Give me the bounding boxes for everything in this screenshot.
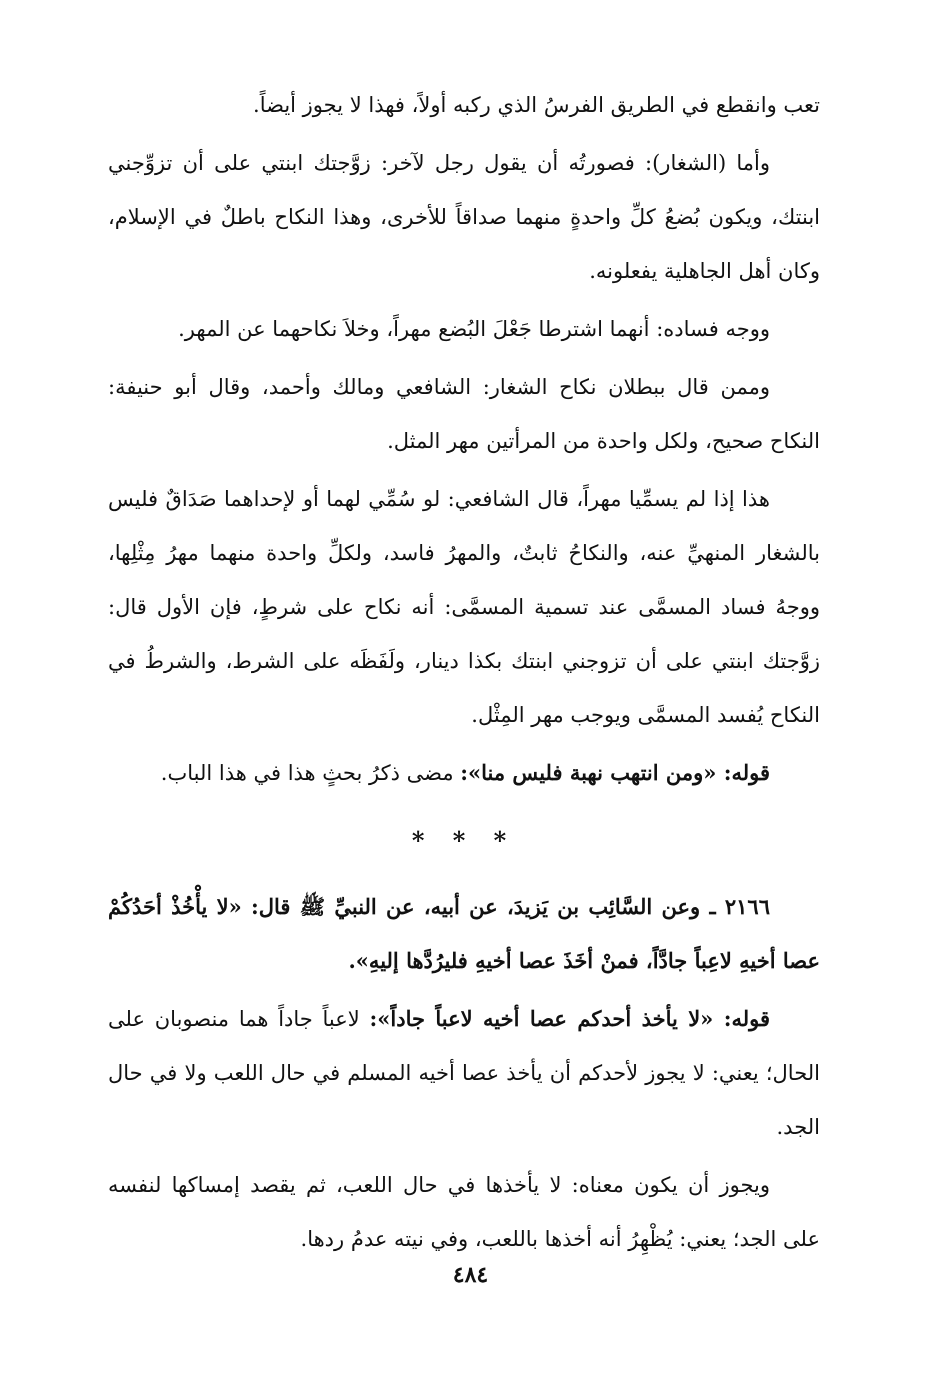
paragraph-shighar-definition: وأما (الشغار): فصورتُه أن يقول رجل لآخر: زوَّجتك ابنتي على أن تزوِّجني ابنتك، ويكون بُضعُ كلِّ واحدةٍ منهما صداقاً للأخرى، وهذا النكاح باطلٌ في الإسلام، وكان أهل الجاهلية يفعلونه. — [108, 151, 820, 283]
paragraph-scholars-opinion: وممن قال ببطلان نكاح الشغار: الشافعي ومالك وأحمد، وقال أبو حنيفة: النكاح صحيح، ولكل واحدة من المرأتين مهر المثل. — [108, 375, 820, 453]
paragraph-shighar-invalidity: ووجه فساده: أنهما اشترطا جَعْلَ البُضع مهراً، وخلاَ نكاحهما عن المهر. — [178, 317, 770, 341]
commentary-paragraph-alternate: ويجوز أن يكون معناه: لا يأخذها في حال اللعب، ثم يقصد إمساكها لنفسه على الجد؛ يعني: يُظْهِرُ أنه أخذها باللعب، وفي نيته عدمُ ردها. — [108, 1173, 820, 1251]
section-separator: * * * — [411, 826, 517, 855]
commentary-body: لاعباً جاداً هما منصوبان على الحال؛ يعني: لا يجوز لأحدكم أن يأخذ عصا أخيه المسلم في حال اللعب ولا في حال الجد. — [108, 1007, 820, 1139]
page-number: ٤٨٤ — [452, 1262, 489, 1288]
paragraph-continuation: تعب وانقطع في الطريق الفرسُ الذي ركبه أولاً، فهذا لا يجوز أيضاً. — [253, 93, 820, 117]
paragraph-shafii-view: هذا إذا لم يسمِّيا مهراً، قال الشافعي: لو سُمِّي لهما أو لإحداهما صَدَاقٌ فليس بالشغار المنهيِّ عنه، والنكاحُ ثابتٌ، والمهرُ فاسد، ولكلِّ واحدة منهما مهرُ مِثْلِها، ووجهُ فساد المسمَّى عند تسمية المسمَّى: أنه نكاح على شرطٍ، فإن الأول قال: زوَّجتك ابنتي على أن تزوجني ابنتك بكذا دينار، ولَفَظَه على الشرط، والشرطُ في النكاح يُفسد المسمَّى ويوجب مهر المِثْل. — [108, 487, 820, 727]
commentary-quote-prefix: قوله: «لا يأخذ أحدكم عصا أخيه لاعباً جاداً»: — [369, 1006, 771, 1031]
quote-body: مضى ذكرُ بحثٍ هذا في هذا الباب. — [160, 761, 461, 785]
hadith-text: ٢١٦٦ ـ وعن السَّائِب بن يَزيدَ، عن أبيه، عن النبيِّ ﷺ قال: «لا يأْخُذْ أحَدُكُمْ عصا أخيهِ لاعِباً جادَّاً، فمنْ أخَذَ عصا أخيهِ فليرُدَّها إليهِ». — [108, 894, 820, 973]
page-body — [108, 78, 820, 1266]
paragraph-nahb-reference — [108, 746, 820, 800]
quote-prefix: قوله: «ومن انتهب نهبة فليس منا»: — [460, 760, 770, 785]
commentary-paragraph — [108, 992, 820, 1154]
